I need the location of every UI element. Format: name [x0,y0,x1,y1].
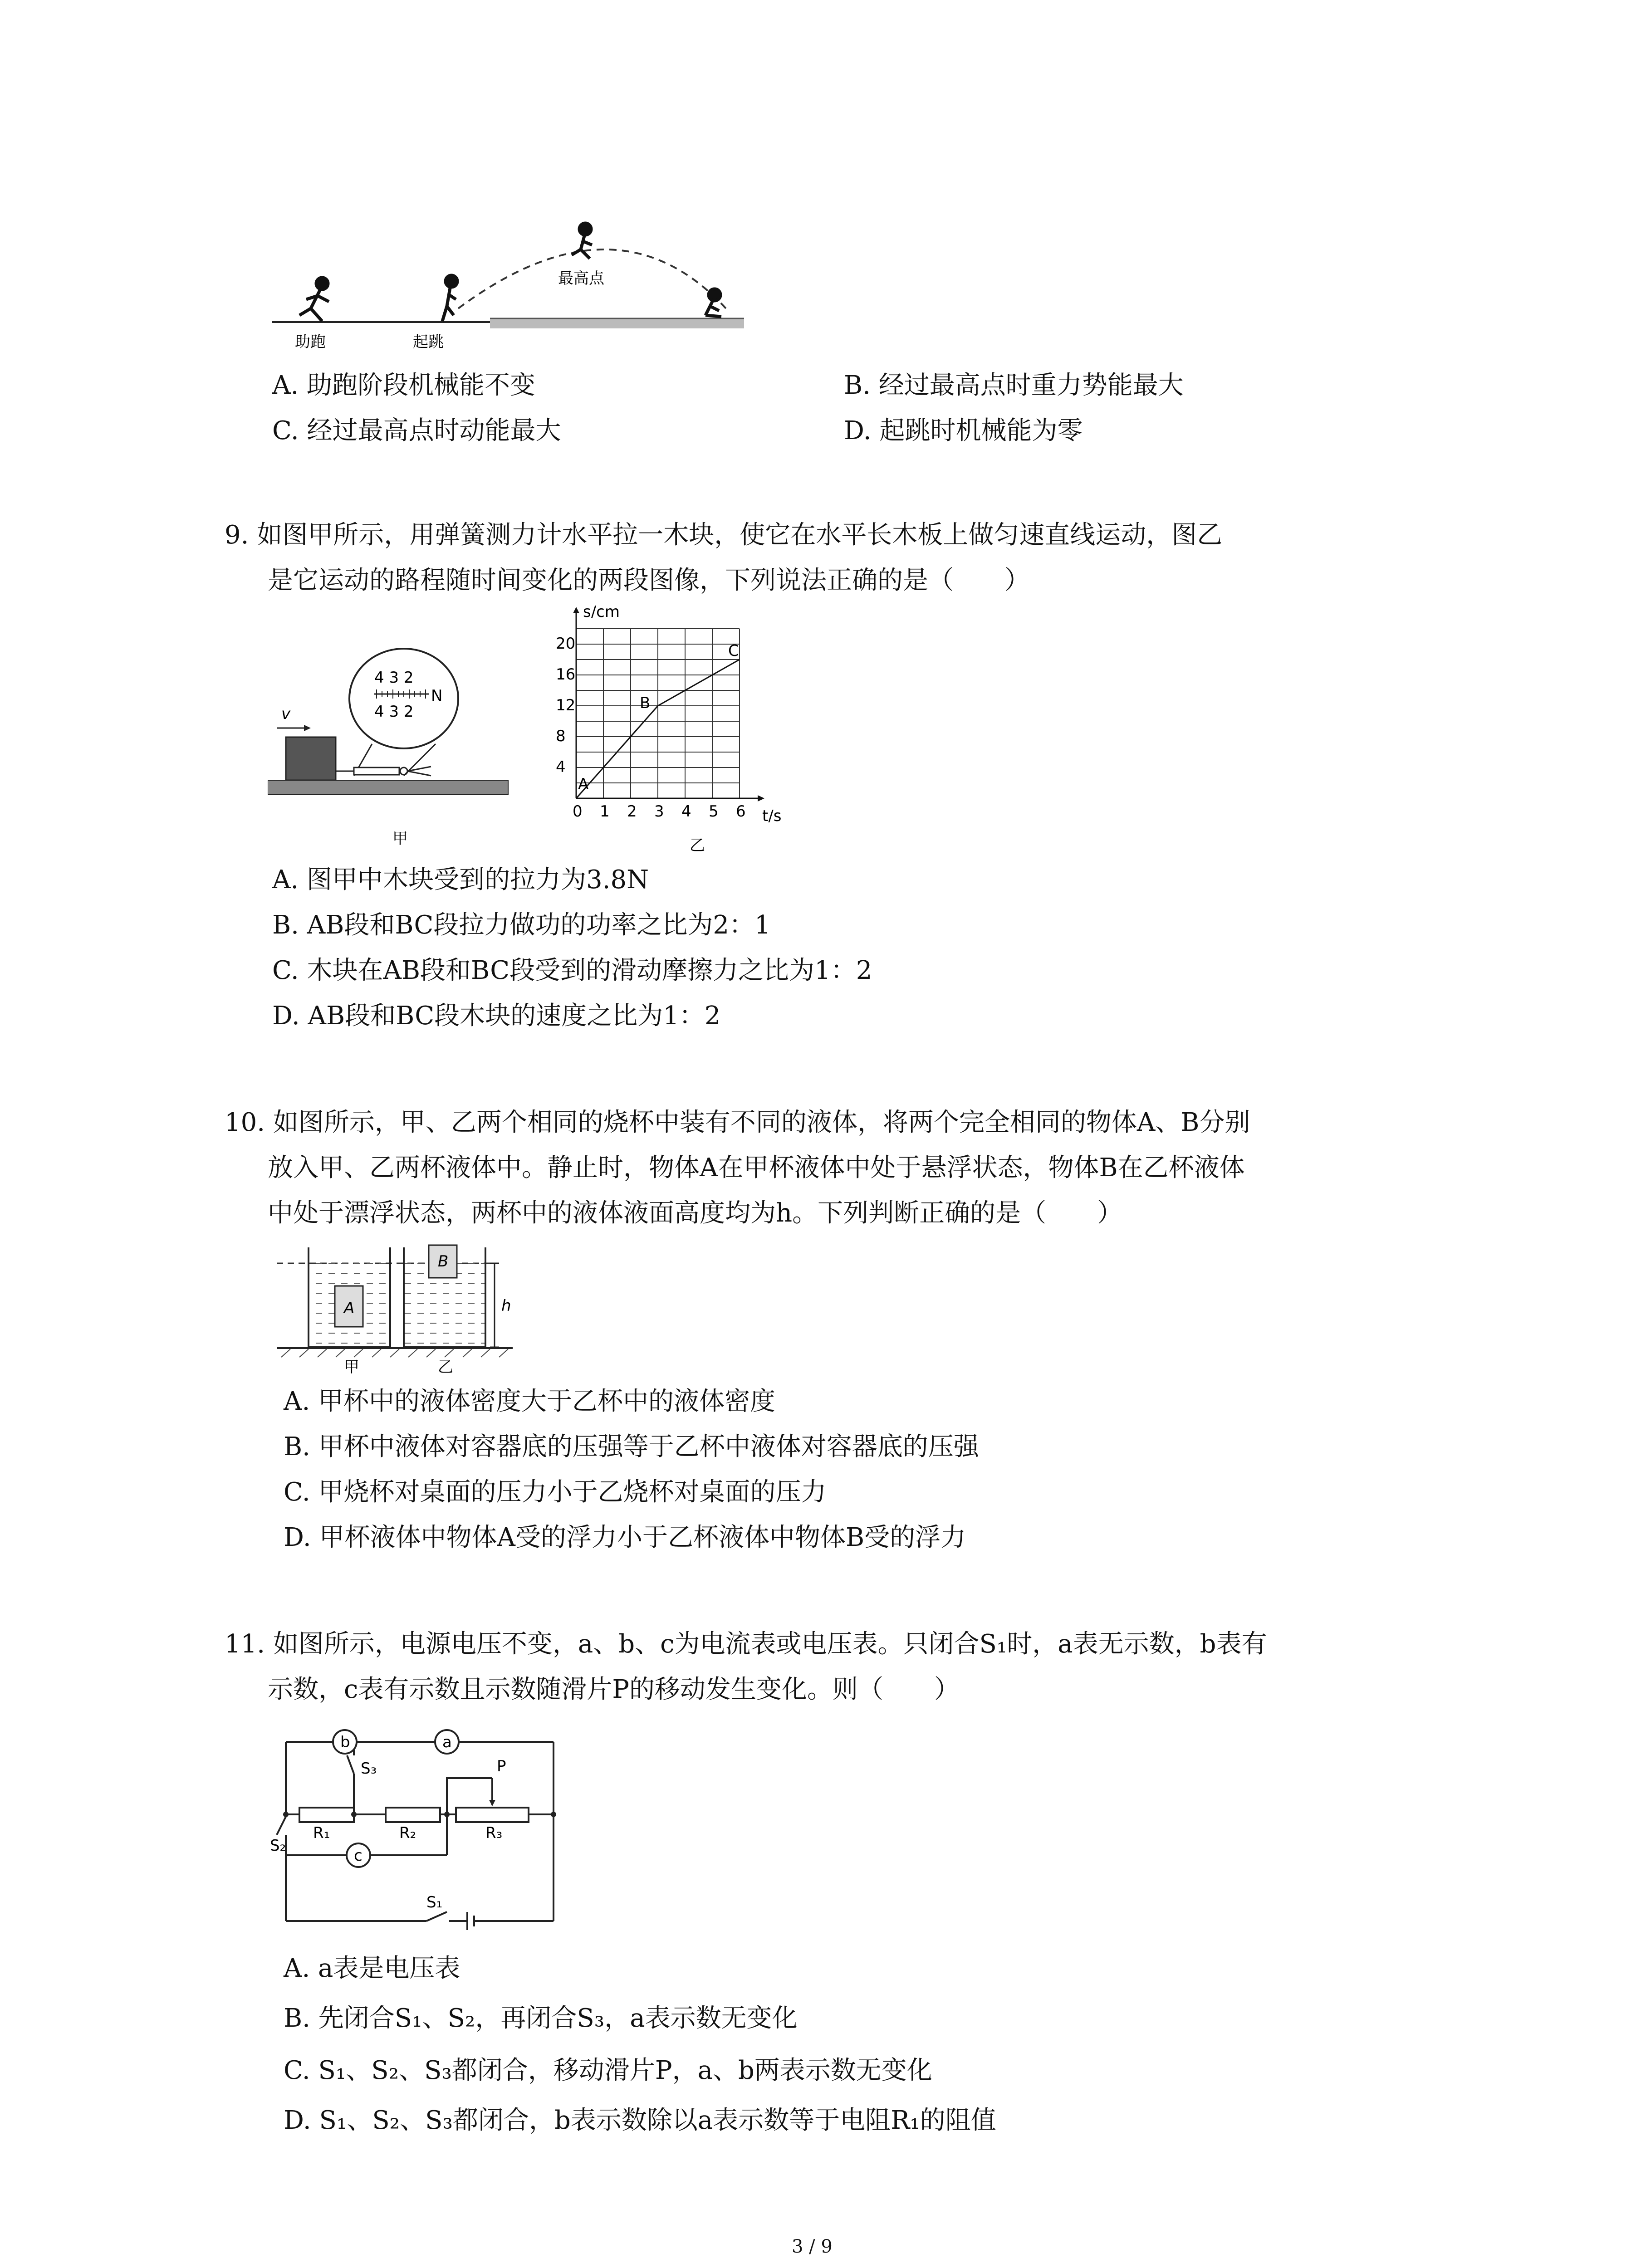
runner-figure [299,278,329,321]
meter-a-label: a [442,1733,452,1751]
meter-b-label: b [340,1733,350,1751]
point-c-label: C [728,642,739,660]
q11-option-b[interactable]: B. 先闭合S₁、S₂，再闭合S₃，a表示数无变化 [284,2004,798,2033]
label-jump: 起跳 [413,333,444,351]
q9-stem-line1: 9. 如图甲所示，用弹簧测力计水平拉一木块，使它在水平长木板上做匀速直线运动，图乙 [225,520,1223,550]
scale-top-label: 4 3 2 [374,669,414,687]
label-run: 助跑 [295,333,326,351]
y-tick-label: 12 [556,696,576,714]
chart-xlabel: t/s [762,807,782,825]
y-tick-label: 16 [556,665,576,684]
q9-option-a[interactable]: A. 图甲中木块受到的拉力为3.8N [272,865,649,894]
switch-s2-label: S₂ [270,1837,286,1855]
velocity-label: v [281,705,291,723]
q10-option-b[interactable]: B. 甲杯中液体对容器底的压强等于乙杯中液体对容器底的压强 [284,1432,979,1461]
switch-s1-label: S₁ [426,1893,443,1911]
point-b-label: B [640,694,651,712]
label-top: 最高点 [558,269,604,288]
q8-option-b[interactable]: B. 经过最高点时重力势能最大 [844,371,1184,400]
unit-n-label: N [431,687,443,705]
q11-stem-line2: 示数，c表有示数且示数随滑片P的移动发生变化。则（ ） [268,1675,960,1704]
circuit-figure [268,1719,567,1937]
q10-option-d[interactable]: D. 甲杯液体中物体A受的浮力小于乙杯液体中物体B受的浮力 [284,1523,966,1552]
object-b-label: B [438,1252,449,1271]
takeoff-figure [442,275,457,321]
q10-stem-line3: 中处于漂浮状态，两杯中的液体液面高度均为h。下列判断正确的是（ ） [268,1198,1123,1228]
x-tick-label: 2 [627,802,637,821]
q11-option-c[interactable]: C. S₁、S₂、S₃都闭合，移动滑片P，a、b两表示数无变化 [284,2056,932,2085]
spring-scale-figure [268,644,526,853]
long-jump-figure [272,218,749,354]
q10-option-a[interactable]: A. 甲杯中的液体密度大于乙杯中的液体密度 [284,1387,776,1416]
x-tick-label: 4 [681,802,691,821]
beakers-figure [277,1238,531,1374]
x-tick-label: 1 [600,802,610,821]
x-tick-label: 6 [736,802,746,821]
r3-label: R₃ [485,1824,503,1842]
r2-label: R₂ [399,1824,416,1842]
y-tick-label: 8 [556,727,566,745]
q10-stem-line1: 10. 如图所示，甲、乙两个相同的烧杯中装有不同的液体，将两个完全相同的物体A、B分别 [225,1108,1250,1137]
page-number: 3 / 9 [792,2236,833,2257]
fig-label-yi: 乙 [690,836,705,855]
object-a-label: A [344,1299,355,1317]
q10-option-c[interactable]: C. 甲烧杯对桌面的压力小于乙烧杯对桌面的压力 [284,1477,827,1507]
height-h-label: h [501,1297,511,1315]
beaker-label-jia: 甲 [344,1358,359,1374]
q8-option-d[interactable]: D. 起跳时机械能为零 [844,416,1083,445]
q11-option-a[interactable]: A. a表是电压表 [284,1954,460,1983]
q8-option-a[interactable]: A. 助跑阶段机械能不变 [272,371,536,400]
q9-option-d[interactable]: D. AB段和BC段木块的速度之比为1：2 [272,1001,721,1031]
fig-label-jia: 甲 [392,830,408,848]
q9-stem-line2: 是它运动的路程随时间变化的两段图像，下列说法正确的是（ ） [268,566,1030,595]
y-tick-label: 20 [556,635,576,653]
q11-stem-line1: 11. 如图所示，电源电压不变，a、b、c为电流表或电压表。只闭合S₁时，a表无示数，b表有 [225,1629,1267,1659]
landing-figure [705,289,721,317]
switch-s3-label: S₃ [361,1760,377,1778]
scale-bottom-label: 4 3 2 [374,703,414,721]
q9-option-c[interactable]: C. 木块在AB段和BC段受到的滑动摩擦力之比为1：2 [272,956,872,985]
point-a-label: A [578,775,589,793]
r1-label: R₁ [313,1824,330,1842]
top-figure [572,223,592,259]
q8-option-c[interactable]: C. 经过最高点时动能最大 [272,416,561,445]
x-tick-label: 3 [654,802,664,821]
slider-p-label: P [497,1757,506,1775]
beaker-label-yi: 乙 [438,1358,453,1374]
q11-option-d[interactable]: D. S₁、S₂、S₃都闭合，b表示数除以a表示数等于电阻R₁的阻值 [284,2106,996,2135]
y-tick-label: 4 [556,758,566,776]
meter-c-label: c [354,1847,362,1865]
q9-option-b[interactable]: B. AB段和BC段拉力做功的功率之比为2：1 [272,910,771,940]
x-tick-label: 0 [573,802,583,821]
x-tick-label: 5 [709,802,719,821]
q10-stem-line2: 放入甲、乙两杯液体中。静止时，物体A在甲杯液体中处于悬浮状态，物体B在乙杯液体 [268,1153,1245,1183]
distance-time-chart [544,603,789,857]
chart-ylabel: s/cm [583,603,620,621]
